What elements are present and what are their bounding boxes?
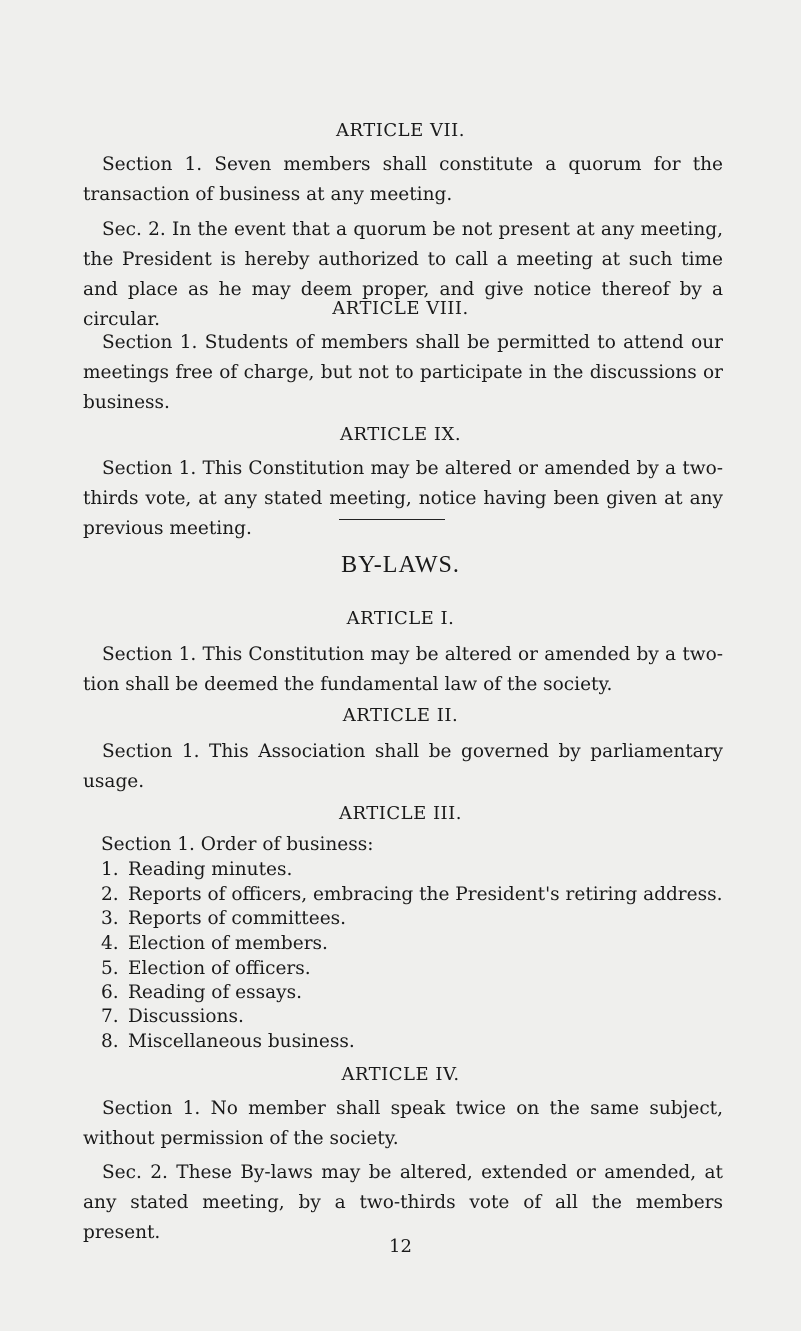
article-vii-section-2: Sec. 2. In the event that a quorum be not present at any meeting, the President is hereby authorized to call a meeting at such time and place as he may deem proper, and give notice thereof by a circular.: [83, 219, 723, 330]
article-vii-heading: ARTICLE VII.: [336, 120, 465, 141]
article-viii-section-1: Section 1. Students of members shall be permitted to attend our meetings free of charge, but not to participate in the discussions or business.: [83, 332, 723, 413]
bylaws-title: BY-LAWS.: [341, 552, 460, 578]
order-of-business-item: 6. Reading of essays.: [101, 982, 302, 1003]
bylaws-article-ii-heading: ARTICLE II.: [342, 705, 459, 726]
bylaws-article-i-section-1: Section 1. This Constitution may be altered or amended by a two-tion shall be deemed the fundamental law of the society.: [83, 644, 723, 695]
bylaws-article-iv-section-1: Section 1. No member shall speak twice on the same subject, without permission of the society.: [83, 1098, 723, 1149]
article-ix-heading: ARTICLE IX.: [339, 424, 462, 445]
article-viii-heading: ARTICLE VIII.: [332, 298, 469, 319]
bylaws-article-ii-section-1: Section 1. This Association shall be governed by parliamentary usage.: [83, 741, 723, 792]
bylaws-article-iii-section-1: Section 1. Order of business:: [101, 834, 374, 855]
order-of-business-item: 4. Election of members.: [101, 933, 328, 954]
order-of-business-item: 5. Election of officers.: [101, 958, 311, 979]
article-vii-section-1: Section 1. Seven members shall constitute a quorum for the transaction of business at any meeting.: [83, 154, 723, 205]
page-number: 12: [389, 1236, 412, 1257]
bylaws-article-i-heading: ARTICLE I.: [346, 608, 455, 629]
bylaws-article-iv-section-2: Sec. 2. These By-laws may be altered, extended or amended, at any stated meeting, by a two-thirds vote of all the members present.: [83, 1162, 723, 1243]
order-of-business-item: 8. Miscellaneous business.: [101, 1031, 355, 1052]
bylaws-article-iv-heading: ARTICLE IV.: [341, 1064, 460, 1085]
bylaws-article-iii-heading: ARTICLE III.: [339, 803, 462, 824]
section-divider: [339, 519, 445, 520]
order-of-business-item: 1. Reading minutes.: [101, 859, 293, 880]
order-of-business-item: 7. Discussions.: [101, 1006, 244, 1027]
article-ix-section-1: Section 1. This Constitution may be altered or amended by a two-thirds vote, at any stated meeting, notice having been given at any previous meeting.: [83, 458, 723, 539]
order-of-business-item: 3. Reports of committees.: [101, 908, 347, 929]
order-of-business-item: 2. Reports of officers, embracing the President's retiring address.: [101, 884, 723, 905]
